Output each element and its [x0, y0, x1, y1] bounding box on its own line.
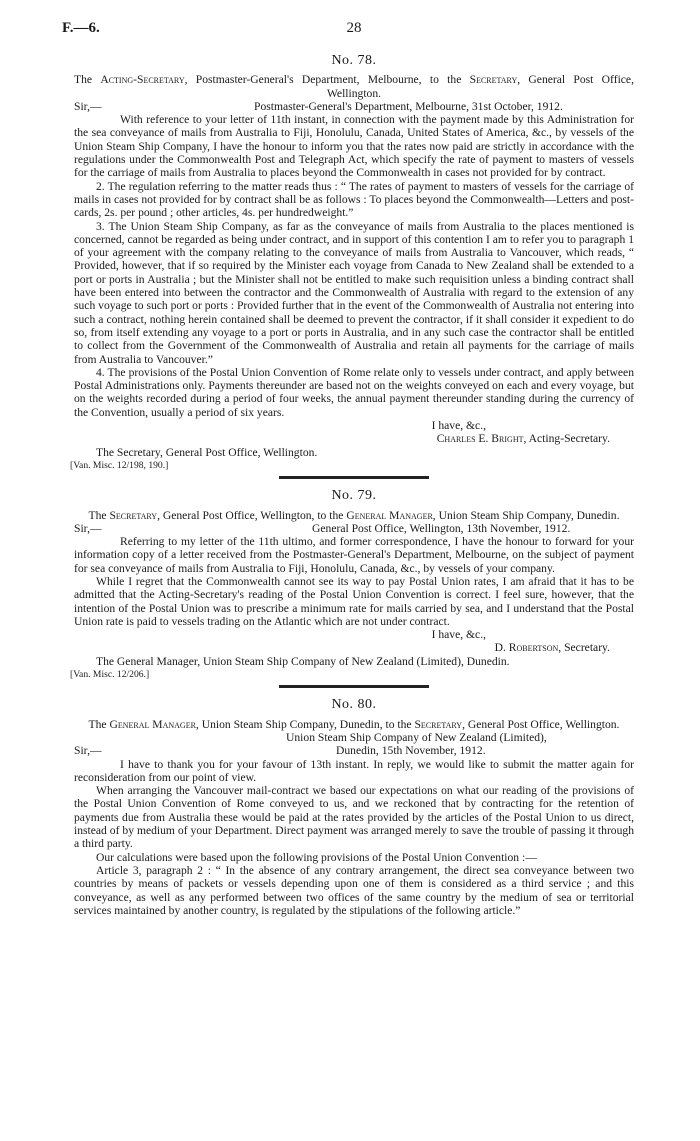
- paragraph: Our calculations were based upon the following provisions of the Postal Union Convention :—: [96, 850, 537, 864]
- signature: D. Robertson, Secretary.: [494, 641, 610, 655]
- letter-79: [70, 488, 634, 688]
- salutation-row: [74, 100, 634, 113]
- closing: I have, &c.,: [431, 628, 486, 642]
- salutation: Sir,—: [74, 99, 102, 113]
- sender-address-block: [74, 731, 634, 744]
- salutation-row: [74, 522, 634, 535]
- letter-heading: The Acting-Secretary, Postmaster-General's Department, Melbourne, to the Secretary, General Post Office, Wellington.: [74, 73, 634, 100]
- section-divider: [279, 476, 429, 479]
- paragraph: Referring to my letter of the 11th ultimo, and former correspondence, I have the honour to forward for your information copy of a letter received from the Postmaster-General's Department, Melbourne, on the subject of payment for sea conveyance of mails from Australia to Fiji, Honolulu, Canada, &c., by vessels of your company.: [74, 535, 634, 575]
- salutation: Sir,—: [74, 744, 102, 758]
- file-reference: [Van. Misc. 12/206.]: [70, 669, 150, 681]
- salutation: Sir,—: [74, 521, 102, 535]
- paragraph: 3. The Union Steam Ship Company, as far as the conveyance of mails from Australia to the places mentioned is concerned, cannot be regarded as being under contract, and in support of this contention I am to refer you to paragraph 1 of your agreement with the company relating to the conveyance of mails from Australia to Vancouver, which reads, “ Provided, however, that if so required by the Minister each voyage from Canada to New Zealand shall be extended to a port or ports in Australia ; but the Minister shall not be entitled to make such requisition unless a binding contract shall have been entered into between the contractor and the Commonwealth of Australia with regard to the extension of any such voyage to such port or ports : Provided further that in the event of the Commonwealth of Australia not entering into such a contract, nothing herein contained shall be deemed to prevent the contractor, if it shall consider it expedient to do so, from itself extending any voyage to a port or ports in Australia, and in any such case the contractor shall be entitled to collect from the Government of the Commonwealth of Australia and retain all payments for the carriage of mails from Australia to Vancouver.”: [74, 219, 634, 366]
- sender-address-line: Union Steam Ship Company of New Zealand (Limited),: [286, 730, 547, 744]
- paragraph: Article 3, paragraph 2 : “ In the absence of any contrary arrangement, the direct sea conveyance between two countries by means of packets or vessels depending upon one of them is considered as a third service ; and this conveyance, as well as any performed between two offices of the same country by the medium of sea or territorial services maintained by another country, is regulated by the stipulations of the following article.”: [74, 863, 634, 917]
- signature: Charles E. Bright, Acting-Secretary.: [436, 432, 610, 446]
- letter-80: [74, 698, 634, 917]
- sender-address: Postmaster-General's Department, Melbourne, 31st October, 1912.: [254, 99, 563, 113]
- letter-heading: The Secretary, General Post Office, Wellington, to the General Manager, Union Steam Ship Company, Dunedin.: [88, 508, 620, 522]
- salutation-row: [74, 744, 634, 757]
- page-number: 28: [346, 20, 362, 36]
- addressee: The General Manager, Union Steam Ship Company of New Zealand (Limited), Dunedin.: [96, 654, 510, 668]
- paragraph: With reference to your letter of 11th instant, in connection with the payment made by this Administration for the sea conveyance of mails from Australia to Fiji, Honolulu, Canada, United States of America, &c., by vessels of the Union Steam Ship Company, I have the honour to inform you that the rates now paid are strictly in accordance with the regulations under the Commonwealth Post and Telegraph Act, which specify the rate of payment to masters of vessels for the carriage of mails from Australia to places beyond the Commonwealth in cases not provided for by contract.: [74, 113, 634, 180]
- paragraph: 2. The regulation referring to the matter reads thus : “ The rates of payment to masters of vessels for the carriage of mails in cases not provided for by contract shall be as follows : To places beyond the Commonwealth—Letters and post-cards, 2s. per pound ; other articles, 4s. per hundredweight.”: [74, 179, 634, 220]
- sender-address: General Post Office, Wellington, 13th November, 1912.: [312, 521, 571, 535]
- letter-78: [70, 53, 634, 479]
- file-reference: [Van. Misc. 12/198, 190.]: [70, 459, 169, 471]
- paragraph: I have to thank you for your favour of 13th instant. In reply, we would like to submit the matter again for reconsideration from our point of view.: [74, 757, 634, 784]
- section-divider: [279, 685, 429, 688]
- paragraph: 4. The provisions of the Postal Union Convention of Rome relate only to vessels under contract, and apply between Postal Administrations only. Payments thereunder are based not on the weights conveyed on each and every voyage, but on the weights recorded during a period of four weeks, the annual payment thereunder standing during the currency of the Convention, usually a period of six years.: [74, 365, 634, 419]
- parliamentary-paper-ref: F.—6.: [62, 20, 100, 36]
- addressee: The Secretary, General Post Office, Wellington.: [96, 445, 318, 459]
- letter-heading: The General Manager, Union Steam Ship Company, Dunedin, to the Secretary, General Post Office, Wellington.: [88, 717, 620, 731]
- letter-number: No. 80.: [331, 697, 377, 713]
- closing: I have, &c.,: [431, 419, 486, 433]
- paragraph: When arranging the Vancouver mail-contract we based our expectations on what our reading of the provisions of the Postal Union Convention of Rome conveyed to us, and we reckoned that by contracting for the retention of payments due from Australia these would be paid at the rates provided by the articles of the Postal Union to us direct, instead of by medium of your Department. Direct payment was arranged merely to save the trouble of passing it through a third party.: [74, 784, 634, 851]
- page-header: [62, 20, 634, 48]
- paragraph: While I regret that the Commonwealth cannot see its way to pay Postal Union rates, I am afraid that it has to be admitted that the Acting-Secretary's reading of the Postal Union Convention is correct. I feel sure, however, that the intention of the Postal Union was to prescribe a minimum rate for mails carried by sea, and I understand that the Postal Union rate is paid to vessels trading on the Atlantic which are not under contract.: [74, 574, 634, 628]
- letter-number: No. 79.: [331, 488, 377, 504]
- sender-address-line: Dunedin, 15th November, 1912.: [336, 744, 486, 758]
- letter-number: No. 78.: [331, 53, 377, 68]
